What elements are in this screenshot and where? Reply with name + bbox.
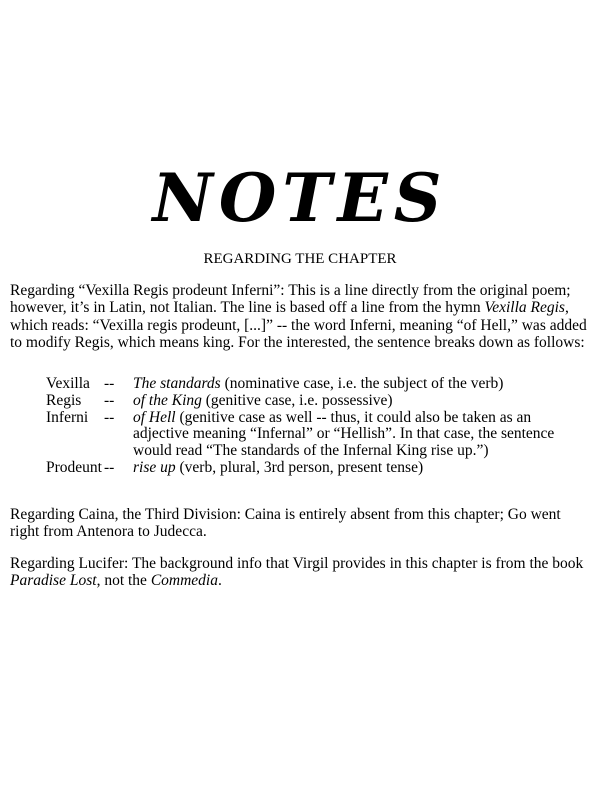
paragraph-caina: Regarding Caina, the Third Division: Caina is entirely absent from this chapter; Go went right from Antenora to Judecca. — [10, 506, 561, 541]
paragraph-text: , not the — [96, 572, 151, 590]
paragraph-text: Regarding Lucifer: The background info that Virgil provides in this chapter is from the book — [10, 555, 584, 572]
translation: rise up — [133, 458, 176, 476]
latin-breakdown — [46, 376, 586, 477]
latin-term: Regis — [46, 391, 82, 409]
paragraph-text: . — [217, 572, 222, 590]
translation: of Hell — [133, 408, 176, 426]
page-subtitle: REGARDING THE CHAPTER — [203, 251, 397, 267]
book-title: Paradise Lost — [10, 572, 97, 590]
glossary-row — [46, 393, 586, 410]
glossary-row — [46, 460, 586, 477]
translation: of the King — [133, 391, 202, 409]
paragraph-lucifer — [10, 555, 590, 590]
dash-separator: -- — [104, 458, 115, 476]
latin-term: Prodeunt — [46, 458, 102, 476]
term-definition — [133, 460, 586, 477]
page-title: NOTES — [152, 159, 448, 237]
term-definition — [133, 410, 586, 460]
book-title: Commedia — [150, 572, 218, 590]
paragraph-text: , which reads: “Vexilla regis prodeunt, [...]” -- the word Inferni, meaning “of Hell,” was added to modify Regis, which means king. For the interested, the sentence breaks down as follows: — [10, 299, 587, 351]
title-block — [0, 160, 600, 236]
hymn-title: Vexilla Regis — [484, 299, 565, 317]
dash-separator: -- — [104, 391, 115, 409]
glossary-row — [46, 410, 586, 460]
grammar-note: (genitive case as well -- thus, it could also be taken as an adjective meaning “Infernal” or “Hellish”. In that case, the sentence would read “The standards of the Infernal King rise up.”) — [133, 408, 555, 460]
term-definition — [133, 376, 586, 393]
grammar-note: (nominative case, i.e. the subject of the verb) — [220, 375, 504, 392]
dash-separator: -- — [104, 375, 115, 392]
glossary-row — [46, 376, 586, 393]
latin-term: Inferni — [46, 408, 89, 426]
paragraph-vexilla — [10, 282, 590, 351]
grammar-note: (genitive case, i.e. possessive) — [201, 391, 393, 409]
grammar-note: (verb, plural, 3rd person, present tense) — [175, 458, 424, 476]
translation: The standards — [133, 375, 221, 392]
term-definition — [133, 393, 586, 410]
paragraph-text: Regarding “Vexilla Regis prodeunt Inferni”: This is a line directly from the original poem; however, it’s in Latin, not Italian. The line is based off a line from the hymn — [10, 282, 571, 317]
dash-separator: -- — [104, 408, 115, 426]
latin-term: Vexilla — [46, 375, 90, 392]
